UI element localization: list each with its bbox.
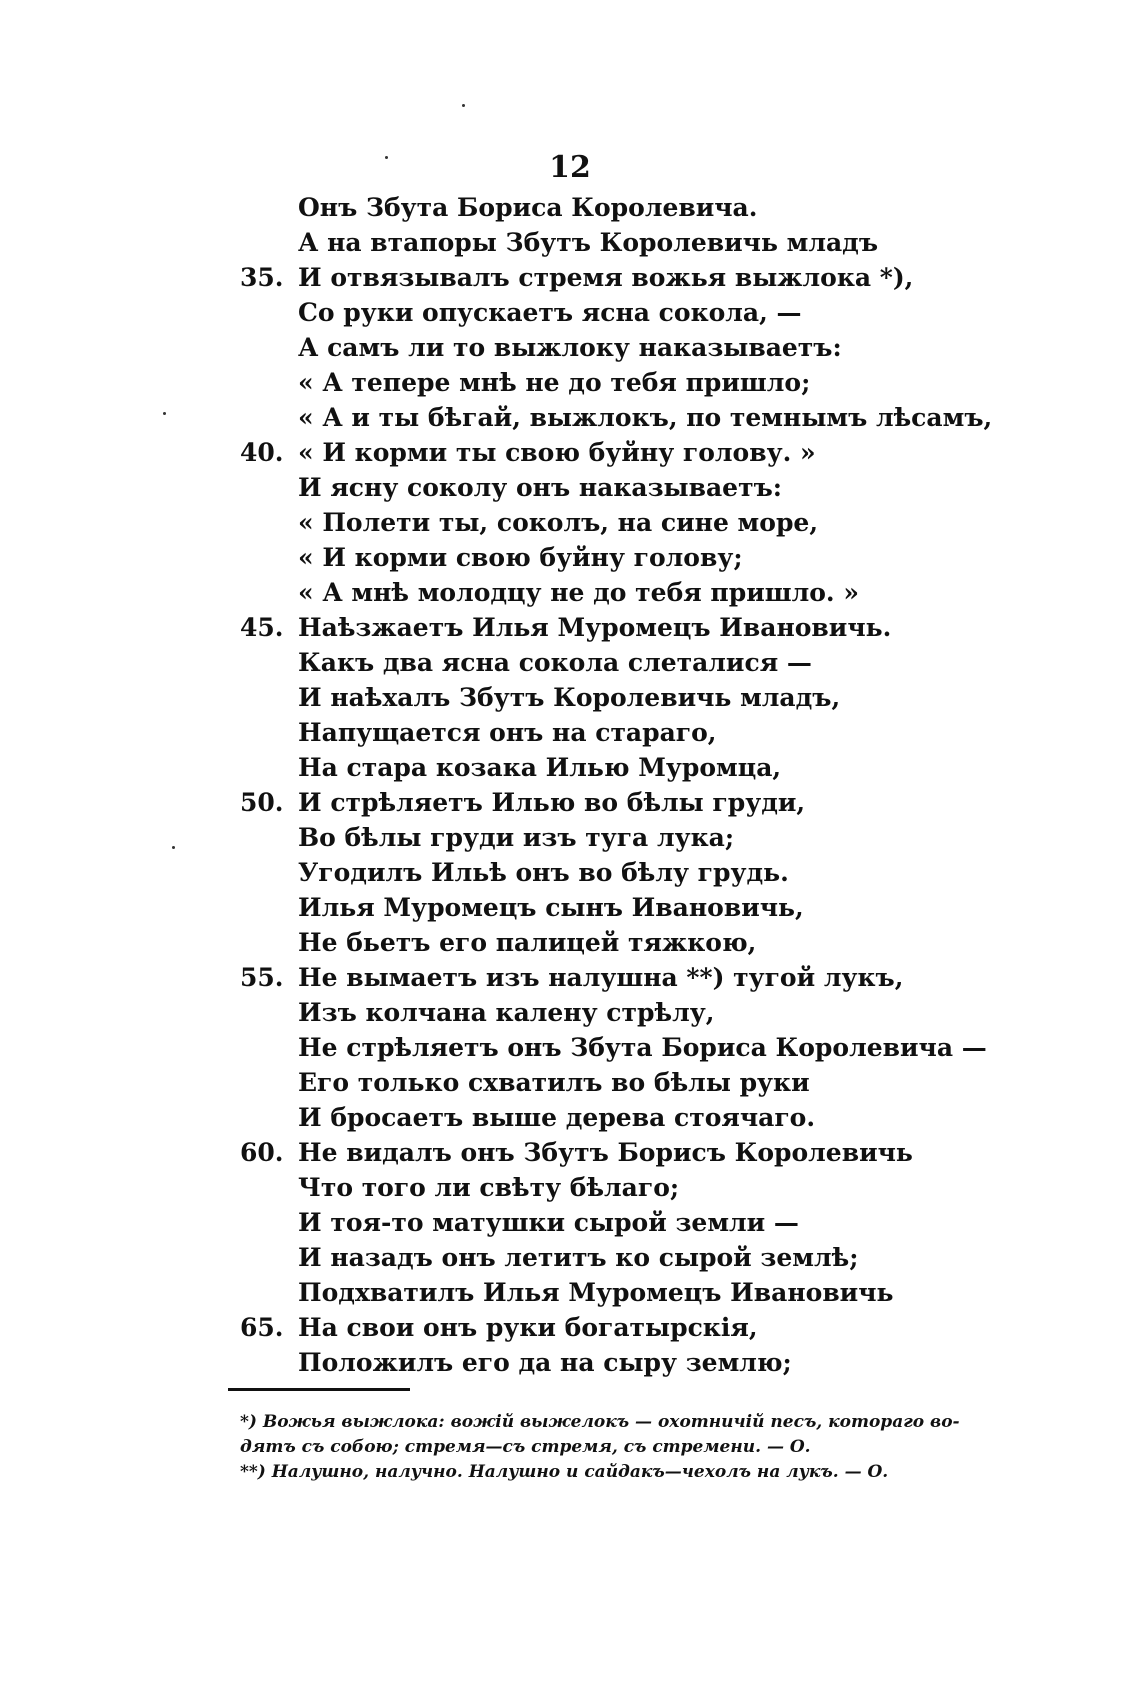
verse-text: На свои онъ руки богатырскія, xyxy=(298,1313,758,1342)
verse-line xyxy=(240,470,1120,505)
verse-line xyxy=(240,715,1120,750)
verse-text: Не стрѣляетъ онъ Збута Бориса Королевича — xyxy=(298,1033,987,1062)
verse-line xyxy=(240,645,1120,680)
line-number: 60. xyxy=(240,1138,284,1167)
verse-text: Какъ два ясна сокола слеталися — xyxy=(298,648,812,677)
verse-text: Онъ Збута Бориса Королевича. xyxy=(298,193,758,222)
footnote-line: *) Вожья выжлока: вожій выжелокъ — охотничій песъ, котораго во- xyxy=(240,1412,960,1432)
verse-line xyxy=(240,1310,1120,1345)
print-speck xyxy=(385,156,388,159)
verse-text: « И корми свою буйну голову; xyxy=(298,543,743,572)
footnote-line: **) Налушно, налучно. Налушно и сайдакъ—чехолъ на лукъ. — О. xyxy=(240,1462,889,1482)
verse-line xyxy=(240,1135,1120,1170)
verse-text: Не видалъ онъ Збутъ Борисъ Королевичь xyxy=(298,1138,913,1167)
verse-line xyxy=(240,995,1120,1030)
print-speck xyxy=(462,104,465,107)
verse-line xyxy=(240,365,1120,400)
footnote-line: дятъ съ собою; стремя—съ стремя, съ стремени. — О. xyxy=(240,1437,811,1457)
verse-line xyxy=(240,575,1120,610)
verse-line xyxy=(240,295,1120,330)
verse-line xyxy=(240,330,1120,365)
verse-text: Не бьетъ его палицей тяжкою, xyxy=(298,928,757,957)
verse-line xyxy=(240,540,1120,575)
verse-text: Наѣзжаетъ Илья Муромецъ Ивановичь. xyxy=(298,613,892,642)
footnote-divider xyxy=(228,1388,410,1391)
verse-line xyxy=(240,610,1120,645)
verse-line xyxy=(240,190,1120,225)
verse-text: Его только схватилъ во бѣлы руки xyxy=(298,1068,810,1097)
verse-text: На стара козака Илью Муромца, xyxy=(298,753,782,782)
verse-line xyxy=(240,1170,1120,1205)
verse-text: Со руки опускаетъ ясна сокола, — xyxy=(298,298,802,327)
line-number: 40. xyxy=(240,438,284,467)
verse-text: Что того ли свѣту бѣлаго; xyxy=(298,1173,680,1202)
verse-line xyxy=(240,820,1120,855)
line-number: 35. xyxy=(240,263,284,292)
verse-line xyxy=(240,1345,1120,1380)
verse-line xyxy=(240,505,1120,540)
verse-text: И отвязывалъ стремя вожья выжлока *), xyxy=(298,263,914,292)
line-number: 50. xyxy=(240,788,284,817)
verse-text: Илья Муромецъ сынъ Ивановичь, xyxy=(298,893,804,922)
verse-line xyxy=(240,750,1120,785)
verse-line xyxy=(240,225,1120,260)
verse-line xyxy=(240,435,1120,470)
verse-line xyxy=(240,855,1120,890)
page-number: 12 xyxy=(549,150,591,185)
verse-text: « Полети ты, соколъ, на сине море, xyxy=(298,508,819,537)
line-number: 65. xyxy=(240,1313,284,1342)
verse-line xyxy=(240,1030,1120,1065)
verse-line xyxy=(240,925,1120,960)
verse-text: И тоя-то матушки сырой земли — xyxy=(298,1208,799,1237)
verse-text: « А тепере мнѣ не до тебя пришло; xyxy=(298,368,811,397)
verse-text: Во бѣлы груди изъ туга лука; xyxy=(298,823,735,852)
verse-text: А на втапоры Збутъ Королевичь младъ xyxy=(298,228,878,257)
verse-block xyxy=(240,190,1120,1380)
line-number: 55. xyxy=(240,963,284,992)
verse-text: « А и ты бѣгай, выжлокъ, по темнымъ лѣсамъ, xyxy=(298,403,993,432)
verse-text: Изъ колчана калену стрѣлу, xyxy=(298,998,715,1027)
verse-text: И наѣхалъ Збутъ Королевичь младъ, xyxy=(298,683,841,712)
footnotes-block xyxy=(240,1410,1000,1485)
verse-line xyxy=(240,680,1120,715)
verse-line xyxy=(240,785,1120,820)
verse-text: И ясну соколу онъ наказываетъ: xyxy=(298,473,782,502)
verse-text: Напущается онъ на стараго, xyxy=(298,718,717,747)
verse-text: « А мнѣ молодцу не до тебя пришло. » xyxy=(298,578,859,607)
verse-text: « И корми ты свою буйну голову. » xyxy=(298,438,816,467)
print-speck xyxy=(172,846,175,849)
verse-text: Угодилъ Ильѣ онъ во бѣлу грудь. xyxy=(298,858,789,887)
verse-line xyxy=(240,400,1120,435)
verse-text: А самъ ли то выжлоку наказываетъ: xyxy=(298,333,842,362)
verse-text: И стрѣляетъ Илью во бѣлы груди, xyxy=(298,788,806,817)
verse-line xyxy=(240,1240,1120,1275)
verse-line xyxy=(240,1275,1120,1310)
verse-text: И назадъ онъ летитъ ко сырой землѣ; xyxy=(298,1243,859,1272)
verse-text: Не вымаетъ изъ налушна **) тугой лукъ, xyxy=(298,963,904,992)
verse-line xyxy=(240,960,1120,995)
verse-line xyxy=(240,260,1120,295)
verse-line xyxy=(240,1100,1120,1135)
print-speck xyxy=(163,412,166,415)
verse-line xyxy=(240,890,1120,925)
verse-line xyxy=(240,1205,1120,1240)
verse-text: Подхватилъ Илья Муромецъ Ивановичь xyxy=(298,1278,894,1307)
verse-line xyxy=(240,1065,1120,1100)
verse-text: И бросаетъ выше дерева стоячаго. xyxy=(298,1103,816,1132)
verse-text: Положилъ его да на сыру землю; xyxy=(298,1348,792,1377)
line-number: 45. xyxy=(240,613,284,642)
